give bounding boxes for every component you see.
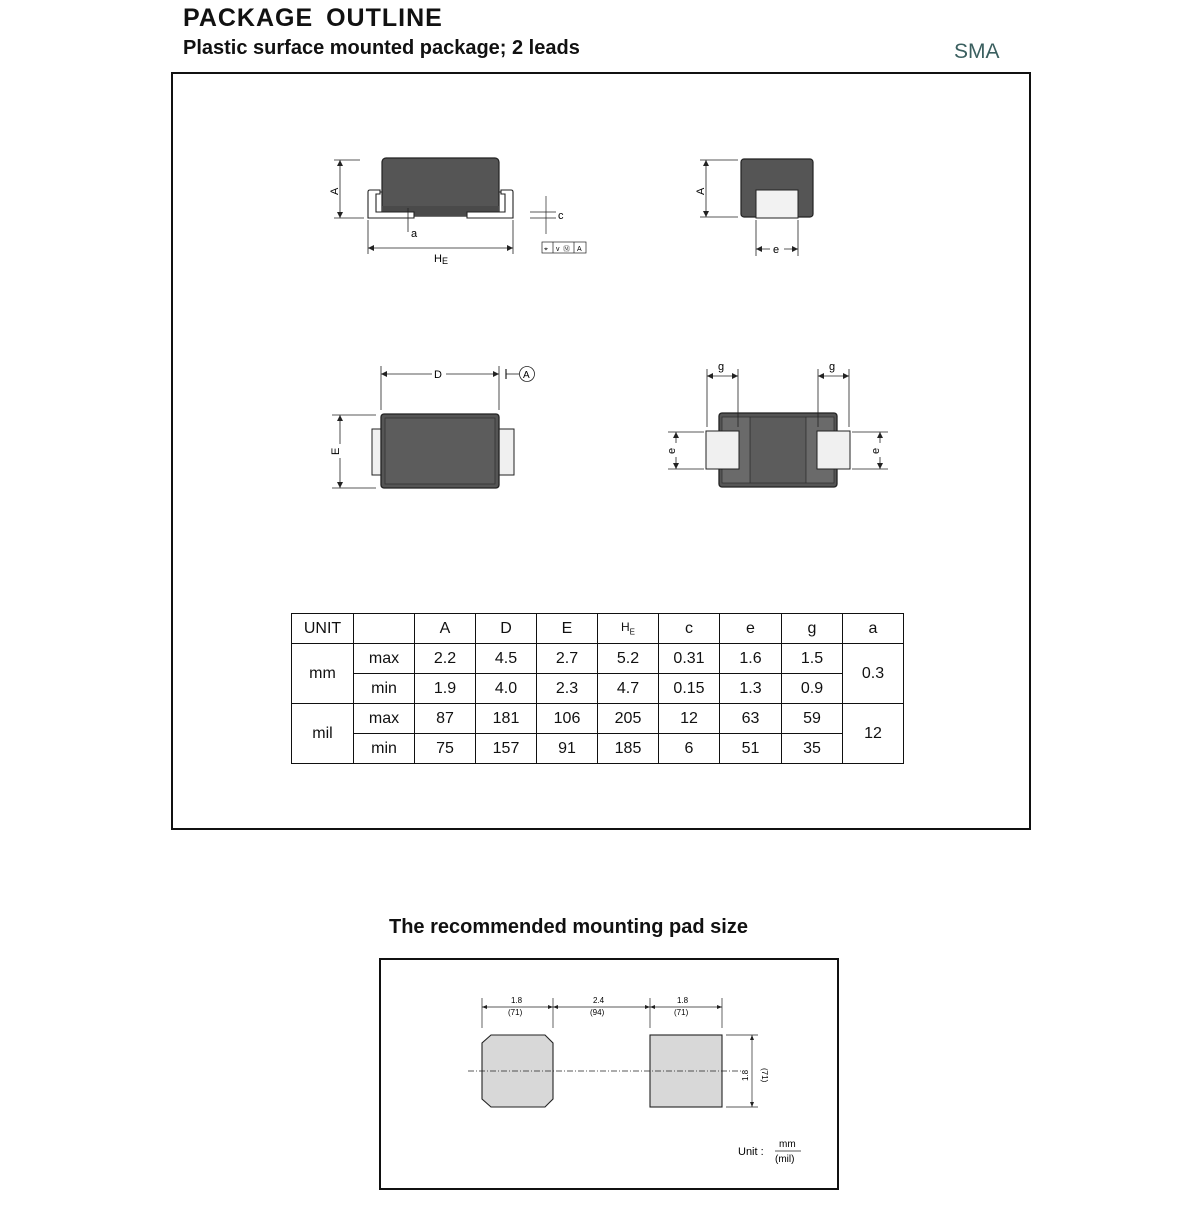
table-cell: 0.31 [659, 644, 720, 674]
page-title: PACKAGE OUTLINE [183, 4, 443, 32]
table-header-E: E [537, 614, 598, 644]
table-cell: 2.2 [415, 644, 476, 674]
table-cell: 87 [415, 704, 476, 734]
top-datum-A: A [523, 370, 530, 381]
mounting-pad-drawing [460, 990, 820, 1180]
table-cell-a: 0.3 [843, 644, 904, 704]
table-cell: 2.7 [537, 644, 598, 674]
tolerance-position-symbol: ⌖ [544, 246, 548, 253]
table-cell: 12 [659, 704, 720, 734]
table-cell: 5.2 [598, 644, 659, 674]
table-cell: 157 [476, 734, 537, 764]
table-cell: 1.5 [782, 644, 843, 674]
end-view-drawing [690, 150, 830, 270]
table-cell: 205 [598, 704, 659, 734]
unit-denominator: (mil) [775, 1154, 795, 1165]
table-header-A: A [415, 614, 476, 644]
table-cell-type: max [354, 704, 415, 734]
table-cell-type: max [354, 644, 415, 674]
bottom-dim-g-left: g [718, 361, 725, 373]
table-cell: 181 [476, 704, 537, 734]
table-cell: 4.0 [476, 674, 537, 704]
table-cell: 6 [659, 734, 720, 764]
pad-dim-height-mm: 1.8 [741, 1069, 750, 1081]
table-cell: 0.9 [782, 674, 843, 704]
bottom-dim-e-left: e [666, 447, 678, 454]
bottom-dim-g-right: g [829, 361, 836, 373]
bottom-view-drawing [660, 355, 900, 495]
table-cell-unit: mm [292, 644, 354, 704]
table-cell: 35 [782, 734, 843, 764]
pad-dim-2-mm: 2.4 [593, 996, 605, 1005]
table-cell: 2.3 [537, 674, 598, 704]
table-row [292, 644, 904, 674]
table-cell-type: min [354, 674, 415, 704]
pad-dim-1-mil: (71) [508, 1008, 523, 1017]
table-cell: 1.3 [720, 674, 782, 704]
top-dim-E: E [330, 447, 342, 455]
table-cell-unit: mil [292, 704, 354, 764]
tolerance-datum: A [577, 246, 582, 253]
table-cell: 1.9 [415, 674, 476, 704]
table-cell: 0.15 [659, 674, 720, 704]
tolerance-modifier: Ⓜ [563, 246, 570, 253]
table-header-blank [354, 614, 415, 644]
bottom-dim-e-right: e [870, 447, 882, 454]
table-cell-type: min [354, 734, 415, 764]
end-dim-e: e [773, 244, 780, 256]
side-dim-HE: HE [434, 253, 448, 266]
table-header-g: g [782, 614, 843, 644]
side-dim-A: A [329, 187, 341, 195]
table-cell: 1.6 [720, 644, 782, 674]
table-cell: 185 [598, 734, 659, 764]
table-header-D: D [476, 614, 537, 644]
side-view-drawing [320, 150, 600, 270]
top-dim-D: D [434, 369, 442, 381]
table-cell: 75 [415, 734, 476, 764]
package-code: SMA [954, 40, 1000, 63]
table-header-e: e [720, 614, 782, 644]
table-header-a: a [843, 614, 904, 644]
table-header-unit: UNIT [292, 614, 354, 644]
pad-dim-3-mil: (71) [674, 1008, 689, 1017]
table-row [292, 674, 904, 704]
table-header-HE: $H_E$ [598, 614, 659, 644]
pad-dim-3-mm: 1.8 [677, 996, 689, 1005]
end-dim-A: A [695, 187, 707, 195]
side-dim-c: c [558, 210, 564, 222]
dimension-table [291, 613, 904, 764]
table-cell: 91 [537, 734, 598, 764]
table-cell: 106 [537, 704, 598, 734]
table-cell: 4.5 [476, 644, 537, 674]
side-dim-a: a [411, 228, 418, 240]
tolerance-value: v [556, 246, 560, 253]
mounting-pad-title: The recommended mounting pad size [389, 916, 748, 938]
top-view-drawing [320, 360, 550, 500]
page-subtitle: Plastic surface mounted package; 2 leads [183, 37, 580, 59]
unit-label: Unit : [738, 1146, 764, 1158]
table-cell: 51 [720, 734, 782, 764]
table-header-c: c [659, 614, 720, 644]
pad-dim-1-mm: 1.8 [511, 996, 523, 1005]
unit-numerator: mm [779, 1139, 796, 1150]
pad-dim-height-mil: (71) [760, 1068, 769, 1083]
table-row [292, 734, 904, 764]
table-header-row [292, 614, 904, 644]
table-cell: 63 [720, 704, 782, 734]
table-cell: 4.7 [598, 674, 659, 704]
table-cell: 59 [782, 704, 843, 734]
pad-dim-2-mil: (94) [590, 1008, 605, 1017]
table-row [292, 704, 904, 734]
table-cell-a: 12 [843, 704, 904, 764]
